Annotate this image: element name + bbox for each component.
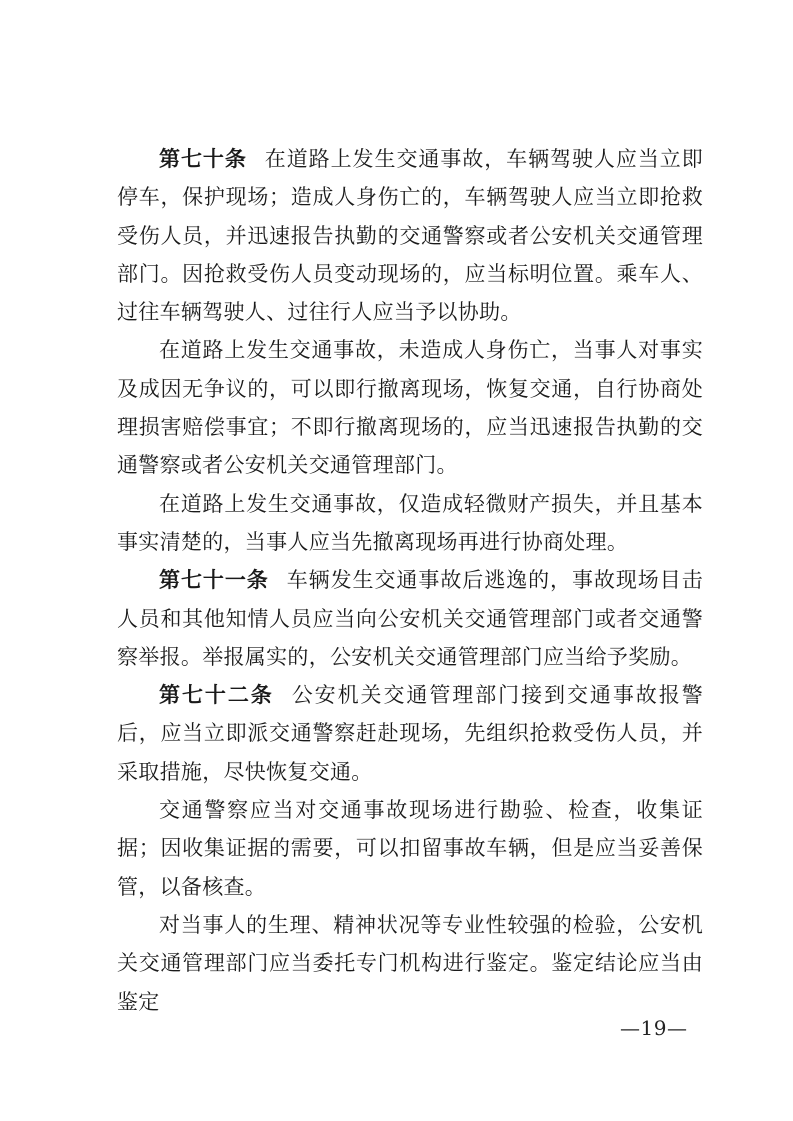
article-heading: 第七十二条 bbox=[159, 683, 274, 708]
paragraph-text: 在道路上发生交通事故，仅造成轻微财产损失，并且基本事实清楚的，当事人应当先撤离现场再进行协商处理。 bbox=[117, 491, 703, 554]
paragraph-text: 对当事人的生理、精神状况等专业性较强的检验，公安机关交通管理部门应当委托专门机构进行鉴定。鉴定结论应当由鉴定 bbox=[117, 912, 703, 1014]
paragraph-text: 车辆发生交通事故后逃逸的，事故现场目击人员和其他知情人员应当向公安机关交通管理部门或者交通警察举报。举报属实的，公安机关交通管理部门应当给予奖励。 bbox=[117, 568, 703, 669]
article-72-paragraph-3 bbox=[117, 906, 703, 1021]
article-heading: 第七十一条 bbox=[159, 568, 269, 593]
paragraph-text: 在道路上发生交通事故，车辆驾驶人应当立即停车，保护现场；造成人身伤亡的，车辆驾驶人应当立即抢救受伤人员，并迅速报告执勤的交通警察或者公安机关交通管理部门。因抢救受伤人员变动现场的，应当标明位置。乘车人、过往车辆驾驶人、过往行人应当予以协助。 bbox=[117, 147, 704, 325]
article-70-paragraph-3 bbox=[117, 485, 703, 562]
document-body bbox=[117, 140, 703, 1021]
article-72-paragraph-2 bbox=[117, 791, 703, 906]
paragraph-text: 在道路上发生交通事故，未造成人身伤亡，当事人对事实及成因无争议的，可以即行撤离现场，恢复交通，自行协商处理损害赔偿事宜；不即行撤离现场的，应当迅速报告执勤的交通警察或者公安机关交通管理部门。 bbox=[117, 338, 703, 478]
article-70-paragraph bbox=[117, 140, 703, 331]
article-70-paragraph-2 bbox=[117, 331, 703, 484]
article-heading: 第七十条 bbox=[159, 147, 247, 171]
paragraph-text: 交通警察应当对交通事故现场进行勘验、检查，收集证据；因收集证据的需要，可以扣留事故车辆，但是应当妥善保管，以备核查。 bbox=[117, 798, 703, 899]
article-72-paragraph bbox=[117, 676, 703, 791]
page-number: —19— bbox=[620, 1016, 688, 1040]
paragraph-text: 公安机关交通管理部门接到交通事故报警后，应当立即派交通警察赶赴现场，先组织抢救受伤人员，并采取措施，尽快恢复交通。 bbox=[117, 683, 703, 784]
article-71-paragraph bbox=[117, 561, 703, 676]
